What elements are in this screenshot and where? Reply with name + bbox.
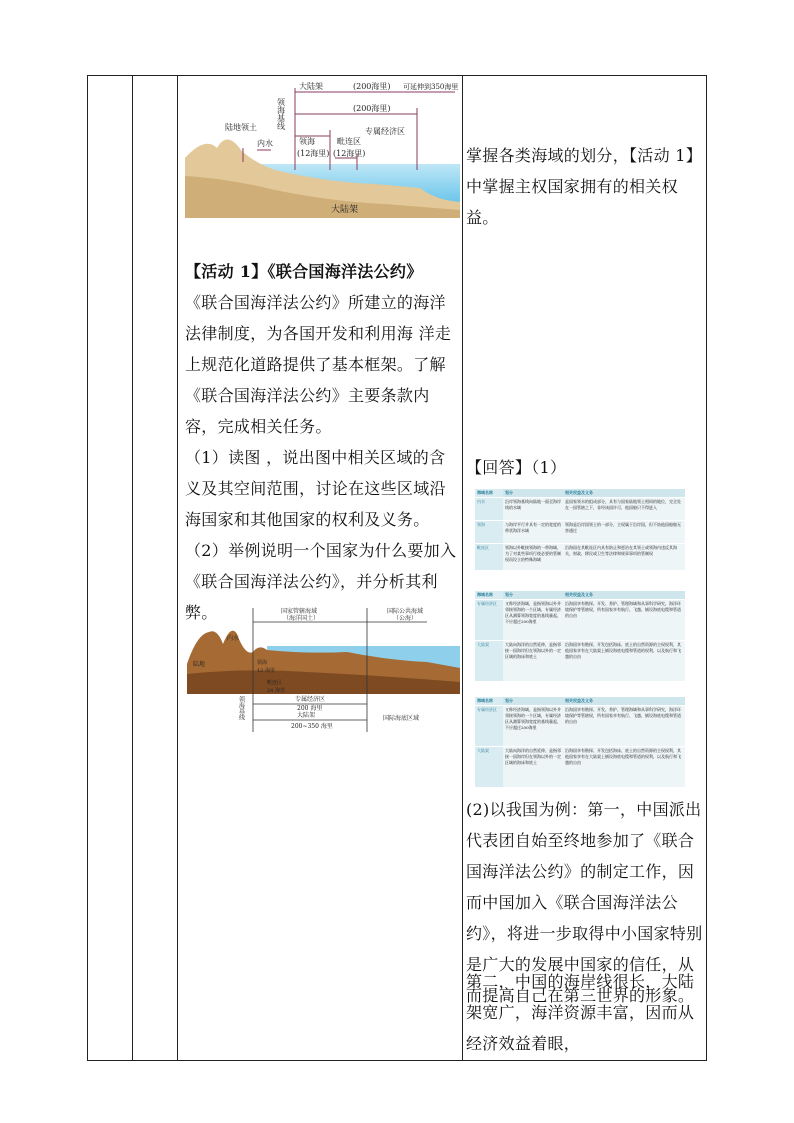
label-contiguous: 毗连区 [337,137,361,146]
label-eez-2: 专属经济区 [295,696,326,703]
cross-section-svg [187,604,460,739]
mini-cell: 又称经济海域，是指领海以外并邻接领海的一个区域，专属经济区从测算领海宽度的基线量起，不应超过200海里 [505,707,561,730]
mini-cell: 专属经济区 [475,706,503,746]
mini-cell: 领海以外毗接领海的一带海域，为了对某些事项行使必要的管制权而设立的特殊海域 [505,545,561,562]
mini-cell: 领海 [475,521,503,543]
label-ocean-territory: （海洋国土） [283,615,320,622]
label-land-2: 陆地 [193,661,206,668]
mini-header-cell: 相关权益及义务 [565,592,593,597]
mini-cell: 沿海国享有勘探、开发、养护、管理海域和从事科学研究，海洋环境保护等管辖权，所有国家享有航行、飞越、铺设海底电缆和管道的自由 [565,707,681,724]
label-seabed: 国际海底区域 [383,715,420,722]
label-24-nautical: 24 海里 [267,688,285,694]
mini-cell: 沿海国享有勘探、开发包括海床、底土的自然资源的主权权利，其他国家享有在大陆架上铺设海底电缆和管道的权利，以及航行和飞越的自由 [565,642,681,659]
mini-cell: 是国家领水的组成部分，具有与国家陆地领土相同的地位，完全处在一国管辖之下，非经该国许可，他国船只不得进入 [565,499,681,510]
sea-zones-svg [185,78,460,218]
mini-cell: 又称经济海域，是指领海以外并邻接领海的一个区域，专属经济区从测算领海宽度的基线量起，不应超过200海里 [505,601,561,624]
answer-label: 【回答】（1） [466,458,567,477]
mini-table-row [475,543,685,570]
mini-header-cell: 海域名称 [475,697,503,705]
lesson-table [87,75,707,1061]
mini-table-row [475,705,685,746]
mini-header-cell: 相关权益及义务 [565,698,593,703]
mini-header-cell: 划分 [505,490,513,495]
activity-text [185,256,461,628]
mini-cell: 专属经济区 [475,600,503,640]
label-continental-shelf-bottom: 大陆架 [331,205,359,215]
mini-cell: 领海是沿岸国领土的一部分，主权属于沿岸国，但不妨他国船舶无害通过 [565,522,681,533]
activity-intro: 《联合国海洋法公约》所建立的海洋法律制度，为各国开发和利用海 洋走上规范化道路提供了基本框架。了解《联合国海洋法公约》主要条款内容，完成相关任务。 [185,293,452,436]
mini-cell: 大陆向海洋的自然延伸，是指邻接一国海岸但在领海以外的一定区域的海床和底土 [505,642,561,659]
label-baseline-2: 领海基线 [237,696,245,720]
label-200-nautical: 200 海里 [297,705,323,712]
mini-table-1 [475,488,685,570]
maritime-zones-cross-section [187,604,460,739]
mini-table-3 [475,696,685,787]
label-baseline: 领海基线 [276,98,286,130]
mini-table-row [475,746,685,787]
mini-header-cell: 海域名称 [475,489,503,497]
label-200nm: (200海里) [353,82,391,91]
label-continental-shelf-top: 大陆架 [299,82,323,91]
activity-question-1: （1）读图 ，说出图中相关区域的含义及其空间范围，讨论在这些区域沿海国家和其他国家的权利及义务。 [185,448,446,529]
learning-goal: 掌握各类海域的划分，【活动 1】中掌握主权国家拥有的相关权益。 [466,146,703,227]
activity-title: 【活动 1】《联合国海洋法公约》 [185,262,423,281]
label-international-waters: 国际公共海域 [387,608,424,615]
mini-table-header [475,488,685,497]
label-eez: 专属经济区 [365,127,405,136]
label-200nm-b: (200海里) [353,104,391,113]
label-12nm-b: (12海里) [333,149,366,158]
label-12-nautical: 12 海里 [257,668,275,674]
label-internal: 内水 [227,635,240,642]
label-high-seas: （公海） [393,615,418,622]
column-divider [132,76,133,1060]
label-internal-waters: 内水 [257,139,273,148]
label-land: 陆地领土 [225,123,257,132]
mini-cell: 大陆架 [475,747,503,787]
activity-question-2: （2）举例说明一个国家为什么要加入《联合国海洋法公约》，并分析其利弊。 [185,541,457,622]
column-divider [177,76,178,1060]
label-shelf: 大陆架 [297,712,316,719]
mini-table-header [475,696,685,705]
mini-cell: 大陆架 [475,641,503,681]
label-territorial-sea-2: 领海 [257,660,268,666]
label-territorial-sea: 领海 [299,137,315,146]
label-national-waters: 国家管辖海域 [281,608,318,615]
answer-3: 第二，中国的海岸线很长，大陆架宽广，海洋资源丰富，因而从经济效益着眼， [466,972,695,1053]
mini-cell: 内水 [475,498,503,520]
mini-header-cell: 划分 [505,698,513,703]
mini-cell: 毗连区 [475,544,503,570]
mini-table-header [475,590,685,599]
label-contiguous-2: 毗连区 [267,680,283,686]
mini-cell: 沿海国享有勘探、开发、养护、管理海域和从事科学研究，海洋环境保护等管辖权，所有国家享有航行、飞越、铺设海底电缆和管道的自由 [565,601,681,618]
mini-cell: 与海岸平行并具有一定的宽度的带状海洋水域 [505,522,561,533]
mini-cell: 沿海国在其毗连区内具有防止和惩治在其领土或领海内违反其海关、财政、移民或卫生等法律和规章事项的管制权 [565,545,677,556]
mini-table-row [475,520,685,543]
mini-table-row [475,599,685,640]
mini-cell: 大陆向海洋的自然延伸，是指邻接一国海岸但在领海以外的一定区域的海床和底土 [505,748,561,765]
mini-cell: 沿岸领海基线向陆地一面至海岸线的水域 [505,499,561,510]
sea-zones-diagram [185,78,460,218]
label-extendable: 可延伸到350海里 [403,83,459,91]
mini-header-cell: 海域名称 [475,591,503,599]
mini-table-2 [475,590,685,681]
answer-2: (2)以我国为例：第一，中国派出代表团自始至终地参加了《联合国海洋法公约》的制定工作，因而中国加入《联合国海洋法公约》，将进一步取得中小国家特别是广大的发展中国家的信任，从而提高自己在第三世界的形象。 [466,800,703,1005]
mini-table-row [475,640,685,681]
mini-cell: 沿海国享有勘探、开发包括海床、底土的自然资源的主权权利，其他国家享有在大陆架上铺设海底电缆和管道的权利，以及航行和飞越的自由 [565,748,681,765]
mini-header-cell: 划分 [505,592,513,597]
label-12nm: (12海里) [297,149,330,158]
label-200-350: 200~350 海里 [291,723,333,730]
column-divider [462,76,463,1060]
mini-header-cell: 相关权益及义务 [565,490,593,495]
mini-table-row [475,497,685,520]
